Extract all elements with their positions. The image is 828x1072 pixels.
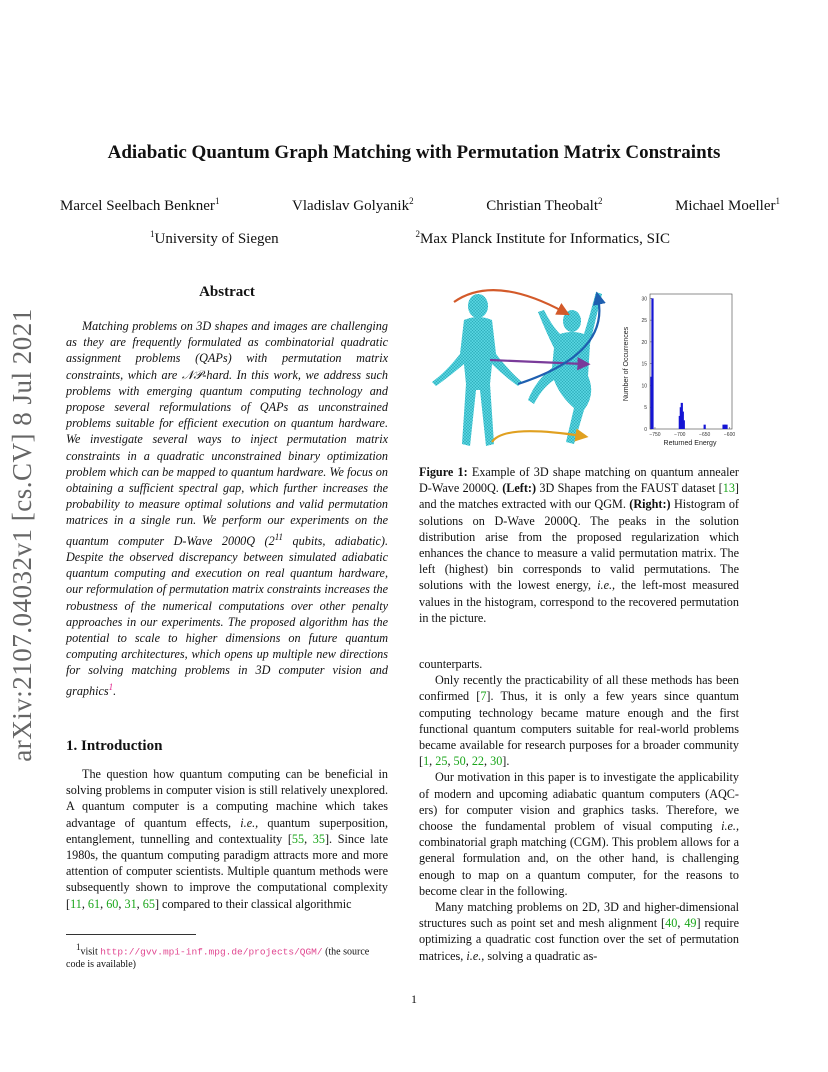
standing-body-mesh (432, 294, 522, 446)
y-tick-label: 20 (641, 339, 647, 346)
author-2: Vladislav Golyanik$^2$ (292, 196, 414, 214)
author-3: Christian Theobalt$^2$ (486, 196, 603, 214)
citation-link[interactable]: 30 (490, 754, 503, 769)
histogram-bar (725, 425, 727, 429)
citation-link[interactable]: 11 (70, 896, 82, 911)
x-tick-label: −750 (649, 432, 661, 438)
author-list (60, 196, 780, 215)
y-tick-label: 25 (641, 318, 647, 325)
page-number: 1 (411, 992, 417, 1006)
histogram-bar (651, 298, 653, 429)
paper-title: Adiabatic Quantum Graph Matching with Permutation Matrix Constraints (107, 142, 721, 163)
footnote-rule (66, 934, 196, 935)
figure-1 (414, 284, 746, 456)
citation-link[interactable]: 1 (423, 754, 430, 769)
right-column-text: counterparts. Only recently the practicability of all these methods has been confirmed [7]. Thus, it is only a few years since quantum computing technology became mature enough and the first functional quantum computers suitable for real-world problems became available for research purposes for a broader community [1, 25, 50, 22, 30]. Our motivation in this paper is to investigate the applicability of modern and upcoming adiabatic quantum computers (AQC-ers) for computer vision and graphics tasks. Therefore, we choose the fundamental problem of visual computing i.e., combinatorial graph matching (CGM). This problem allows for a general formulation and, on the other hand, is challenging enough to map on a quantum computer, for the reasons to become clear in the following. Many matching problems on 2D, 3D and higher-dimensional structures such as point set and mesh alignment [40, 49] require optimizing a quadratic cost function over the set of permutation matrices, i.e., solving a quadratic as- (419, 657, 740, 963)
posed-body-mesh (528, 292, 602, 444)
y-tick-label: 30 (641, 296, 647, 303)
intro-text: The question how quantum computing can be beneficial in solving problems in computer vision is still relatively unexplored. A quantum computer is a computing machine which takes advantage of quantum effects, i.e., quantum superposition, entanglement, tunnelling and contextuality [55, 35]. Since late 1980s, the quantum computing paradigm attracts more and more attention of computer scientists. Multiple quantum methods were subsequently shown to improve the computational complexity [11, 61, 60, 31, 65] compared to their classical algorithmic (66, 767, 389, 911)
abstract-heading: Abstract (199, 284, 255, 300)
citation-link[interactable]: 50 (453, 754, 466, 769)
citation-link[interactable]: 13 (722, 481, 735, 496)
figure-graphic (414, 284, 746, 456)
citation-link[interactable]: 65 (142, 896, 155, 911)
x-axis-label: Returned Energy (663, 440, 717, 447)
histogram-chart (623, 294, 735, 447)
affiliation-1: $^1$University of Siegen (150, 229, 279, 247)
y-tick-label: 5 (644, 405, 647, 412)
histogram-bar (683, 420, 685, 429)
abstract-text: Matching problems on 3D shapes and images are challenging as they are frequently formulated as combinatorial quadratic assignment problems (QAPs) with permutation matrix constraints, which are 𝒩𝒫-hard. In this work, we address such problems with emerging quantum computing technology and propose several reformulations of QAPs as unconstrained problems suitable for efficient execution on quantum hardware. We investigate several ways to inject permutation matrix constraints in a quadratic unconstrained binary optimization problem which can be mapped to quantum hardware. We focus on obtaining a sufficient spectral gap, which further increases the probability to measure optimal solutions and valid permutation matrices in a single run. We perform our experiments on the quantum computer D-Wave 2000Q ($2^{11}$ qubits, adiabatic). Despite the observed discrepancy between simulated adiabatic quantum computing and execution on real quantum hardware, our reformulation of permutation matrix constraints increases the robustness of the numerical computations over other penalty approaches in our experiments. The proposed algorithm has the potential to scale to higher dimensions on future quantum computing architectures, which opens up multiple new directions for solving matching problems in 3D computer vision and graphics$^1$. (66, 319, 388, 698)
y-tick-label: 0 (644, 427, 647, 433)
footnote: $^1$visit http://gvv.mpi-inf.mpg.de/projects/QGM/ (the source code is available) (66, 942, 370, 971)
citation-link[interactable]: 31 (124, 896, 137, 911)
citation-link[interactable]: 55 (291, 831, 305, 846)
author-1: Marcel Seelbach Benkner$^1$ (60, 196, 220, 214)
citation-link[interactable]: 60 (106, 896, 119, 911)
footnote-mark[interactable]: 1 (108, 681, 114, 692)
author-4: Michael Moeller$^1$ (675, 196, 780, 214)
arxiv-stamp: arXiv:2107.04032v1 [cs.CV] 8 Jul 2021 (7, 308, 37, 762)
citation-link[interactable]: 22 (471, 754, 484, 769)
affiliation-list (150, 229, 670, 248)
project-url-link[interactable]: http://gvv.mpi-inf.mpg.de/projects/QGM/ (100, 946, 323, 958)
citation-link[interactable]: 49 (684, 916, 697, 931)
y-tick-label: 15 (641, 361, 647, 368)
intro-heading: 1. Introduction (66, 738, 163, 754)
citation-link[interactable]: 25 (435, 754, 448, 769)
citation-link[interactable]: 61 (87, 896, 101, 911)
citation-link[interactable]: 35 (312, 831, 325, 846)
citation-link[interactable]: 40 (665, 916, 678, 931)
figure-caption: Figure 1: Example of 3D shape matching on quantum annealer D-Wave 2000Q. (Left:) 3D Shapes from the FAUST dataset [13] and the matches extracted with our QGM. (Right:) Histogram of solutions on D-Wave 2000Q. The peaks in the solution distribution arise from the proposed regularization which enhances the chance to measure a valid permutation matrix. The left (highest) bin corresponds to valid permutations. The solutions with the lowest energy, i.e., the left-most measured values in the histogram, correspond to the recovered permutation in the picture. (419, 465, 739, 625)
y-tick-label: 10 (641, 383, 647, 390)
plot-frame (650, 294, 732, 429)
x-tick-label: −700 (674, 432, 686, 438)
affiliation-2: $^2$Max Planck Institute for Informatics, SIC (415, 229, 670, 247)
y-axis-label: Number of Occurrences (623, 326, 630, 402)
x-tick-label: −600 (723, 432, 736, 438)
citation-link[interactable]: 7 (480, 689, 487, 704)
x-tick-label: −650 (699, 432, 711, 438)
histogram-bar (704, 425, 706, 429)
